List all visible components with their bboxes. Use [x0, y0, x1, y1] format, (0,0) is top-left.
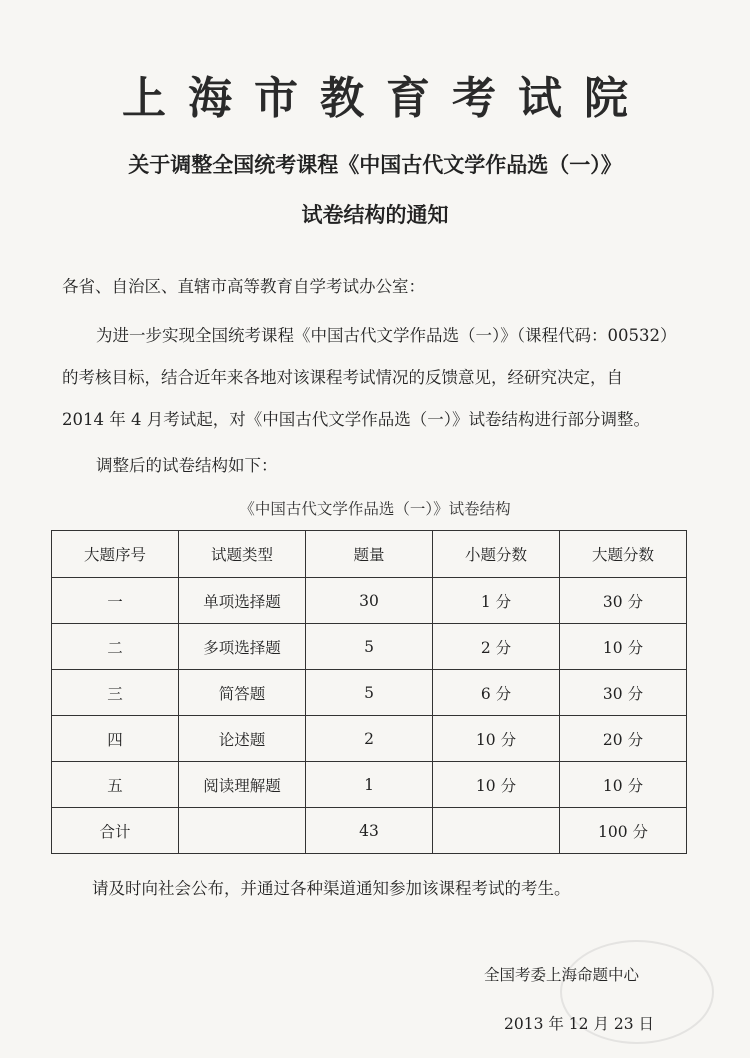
table-cell: 单项选择题 — [179, 578, 306, 624]
table-cell: 20 分 — [560, 716, 687, 762]
table-cell: 阅读理解题 — [179, 762, 306, 808]
table-cell: 10 分 — [560, 624, 687, 670]
table-cell: 6 分 — [433, 670, 560, 716]
table-caption: 《中国古代文学作品选（一）》试卷结构 — [239, 500, 511, 518]
table-cell: 30 — [306, 578, 433, 624]
table-cell: 合计 — [52, 808, 179, 854]
table-cell: 2 — [306, 716, 433, 762]
table-cell: 论述题 — [179, 716, 306, 762]
table-cell: 10 分 — [433, 762, 560, 808]
table-cell: 43 — [306, 808, 433, 854]
issue-date: 2013 年 12 月 23 日 — [504, 1015, 655, 1033]
table-cell: 多项选择题 — [179, 624, 306, 670]
table-cell: 1 分 — [433, 578, 560, 624]
table-row — [52, 716, 687, 762]
org-name: 上海市教育考试院 — [122, 73, 650, 124]
header-cell: 大题序号 — [52, 531, 179, 578]
table-cell: 四 — [52, 716, 179, 762]
table-header-row — [52, 531, 687, 578]
title-line-2: 试卷结构的通知 — [301, 202, 449, 227]
paragraph-1-line-2: 的考核目标，结合近年来各地对该课程考试情况的反馈意见，经研究决定，自 — [62, 368, 623, 387]
exam-structure-table — [51, 530, 687, 854]
paragraph-2: 调整后的试卷结构如下： — [96, 456, 278, 475]
salutation: 各省、自治区、直辖市高等教育自学考试办公室： — [62, 277, 425, 296]
table-cell: 10 分 — [433, 716, 560, 762]
table-total-row — [52, 808, 687, 854]
title-line-1: 关于调整全国统考课程《中国古代文学作品选（一）》 — [128, 152, 622, 177]
table-row — [52, 624, 687, 670]
table-cell: 5 — [306, 624, 433, 670]
table-cell — [433, 808, 560, 854]
closing-paragraph: 请及时向社会公布，并通过各种渠道通知参加该课程考试的考生。 — [92, 879, 571, 898]
table-cell: 30 分 — [560, 670, 687, 716]
table-cell: 五 — [52, 762, 179, 808]
signature: 全国考委上海命题中心 — [484, 966, 640, 984]
table-row — [52, 762, 687, 808]
table-cell — [179, 808, 306, 854]
table-row — [52, 670, 687, 716]
table-row — [52, 578, 687, 624]
table-cell: 5 — [306, 670, 433, 716]
table-cell: 简答题 — [179, 670, 306, 716]
header-cell: 大题分数 — [560, 531, 687, 578]
table-cell: 二 — [52, 624, 179, 670]
table-cell: 三 — [52, 670, 179, 716]
paragraph-1-line-1: 为进一步实现全国统考课程《中国古代文学作品选（一）》（课程代码：00532） — [96, 326, 677, 345]
table-cell: 2 分 — [433, 624, 560, 670]
paragraph-1-line-3: 2014 年 4 月考试起，对《中国古代文学作品选（一）》试卷结构进行部分调整。 — [62, 410, 650, 429]
table-cell: 10 分 — [560, 762, 687, 808]
header-cell: 试题类型 — [179, 531, 306, 578]
header-cell: 题量 — [306, 531, 433, 578]
table-cell: 1 — [306, 762, 433, 808]
table-cell: 30 分 — [560, 578, 687, 624]
table-cell: 100 分 — [560, 808, 687, 854]
header-cell: 小题分数 — [433, 531, 560, 578]
table-cell: 一 — [52, 578, 179, 624]
